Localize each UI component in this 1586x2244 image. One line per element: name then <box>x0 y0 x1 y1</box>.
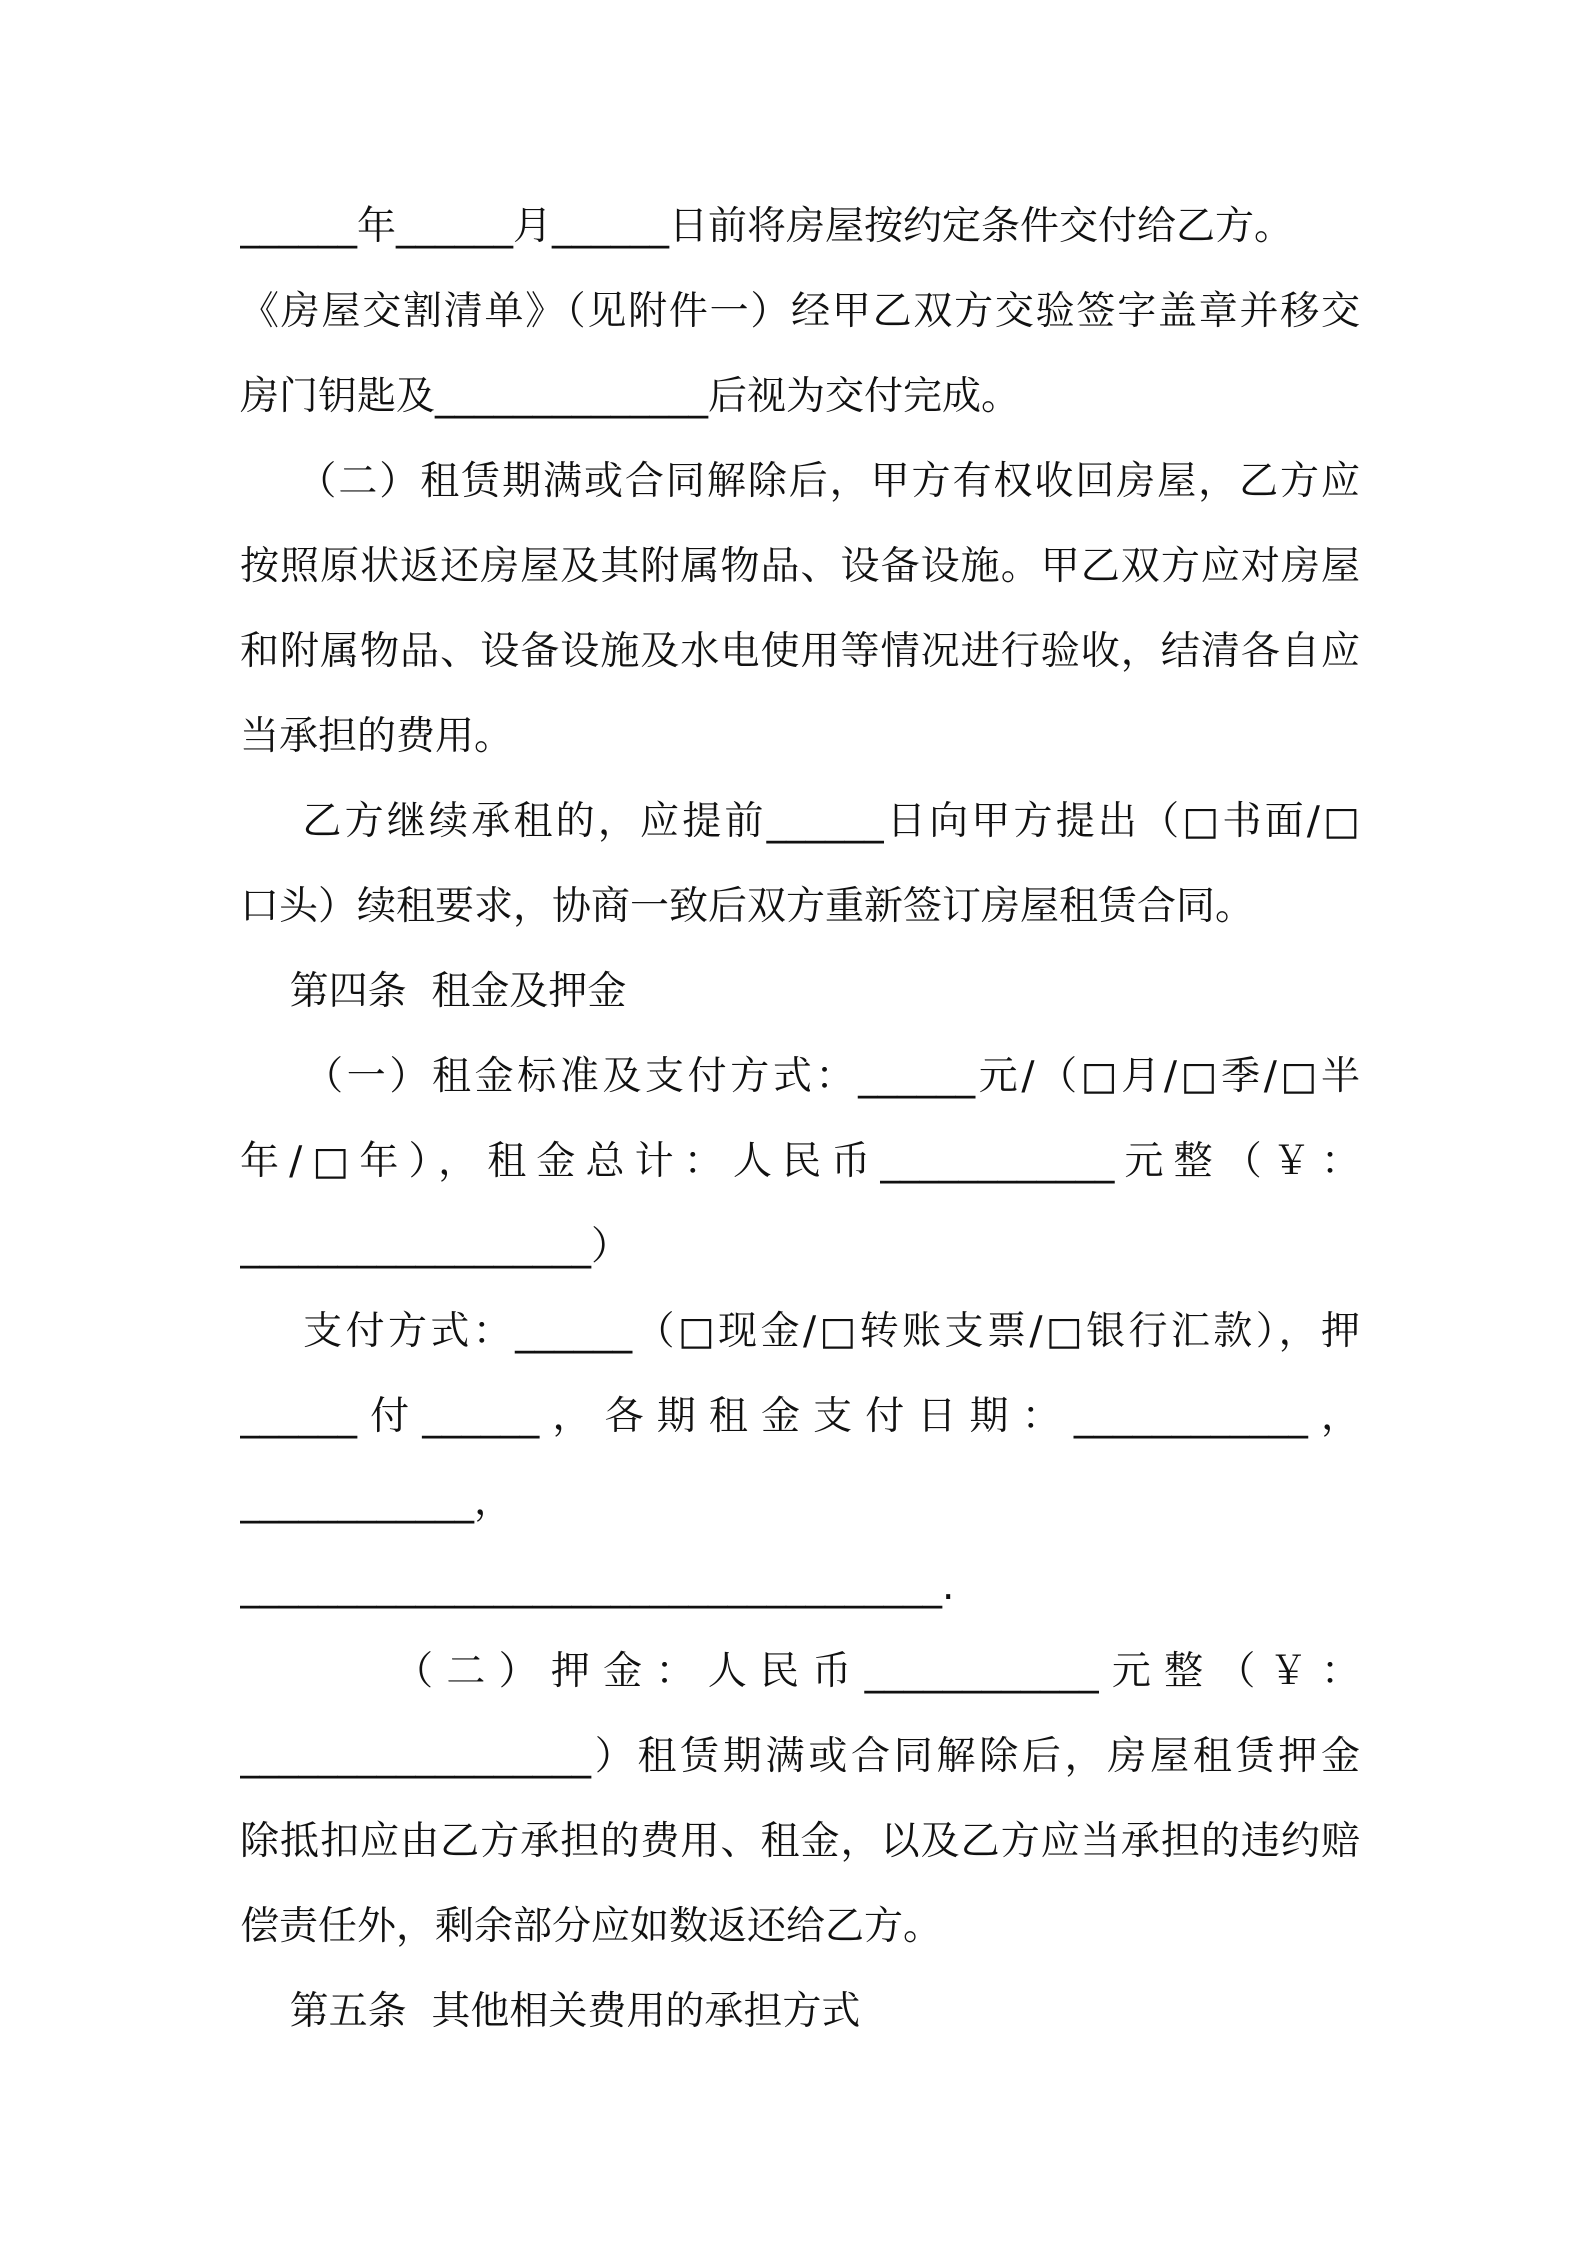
text-line: ____________， <box>240 1479 514 1524</box>
text-line: 年/□年），租金总计：人民币____________元整（￥： <box>240 1139 1360 1184</box>
text-line: __________________） <box>240 1224 631 1269</box>
text-line: （二）租赁期满或合同解除后，甲方有权收回房屋，乙方应 <box>240 459 1360 504</box>
text-line: __________________）租赁期满或合同解除后，房屋租赁押金 <box>240 1734 1360 1779</box>
text-line: 乙方继续承租的，应提前______日向甲方提出（□书面/□ <box>240 799 1360 844</box>
text-line: （二）押金：人民币____________元整（￥： <box>240 1649 1360 1694</box>
text-line: 支付方式：______（□现金/□转账支票/□银行汇款），押 <box>240 1309 1360 1354</box>
text-line: 口头）续租要求，协商一致后双方重新签订房屋租赁合同。 <box>240 884 1255 929</box>
section-heading: 第五条 其他相关费用的承担方式 <box>240 1989 861 2034</box>
text-line: 当承担的费用。 <box>240 714 514 759</box>
text-line: （一）租金标准及支付方式：______元/（□月/□季/□半 <box>240 1054 1360 1099</box>
section-heading: 第四条 租金及押金 <box>240 969 627 1014</box>
text-line: 按照原状返还房屋及其附属物品、设备设施。甲乙双方应对房屋 <box>240 544 1360 589</box>
text-line: 除抵扣应由乙方承担的费用、租金，以及乙方应当承担的违约赔 <box>240 1819 1360 1864</box>
text-line: ______付______，各期租金支付日期：____________， <box>240 1394 1360 1439</box>
text-line: ______年______月______日前将房屋按约定条件交付给乙方。 <box>240 204 1294 249</box>
text-line: 和附属物品、设备设施及水电使用等情况进行验收，结清各自应 <box>240 629 1360 674</box>
text-line: 房门钥匙及______________后视为交付完成。 <box>240 374 1021 419</box>
text-line: 《房屋交割清单》（见附件一）经甲乙双方交验签字盖章并移交 <box>240 289 1360 334</box>
text-line: ____________________________________. <box>240 1564 955 1609</box>
text-line: 偿责任外，剩余部分应如数返还给乙方。 <box>240 1904 943 1949</box>
